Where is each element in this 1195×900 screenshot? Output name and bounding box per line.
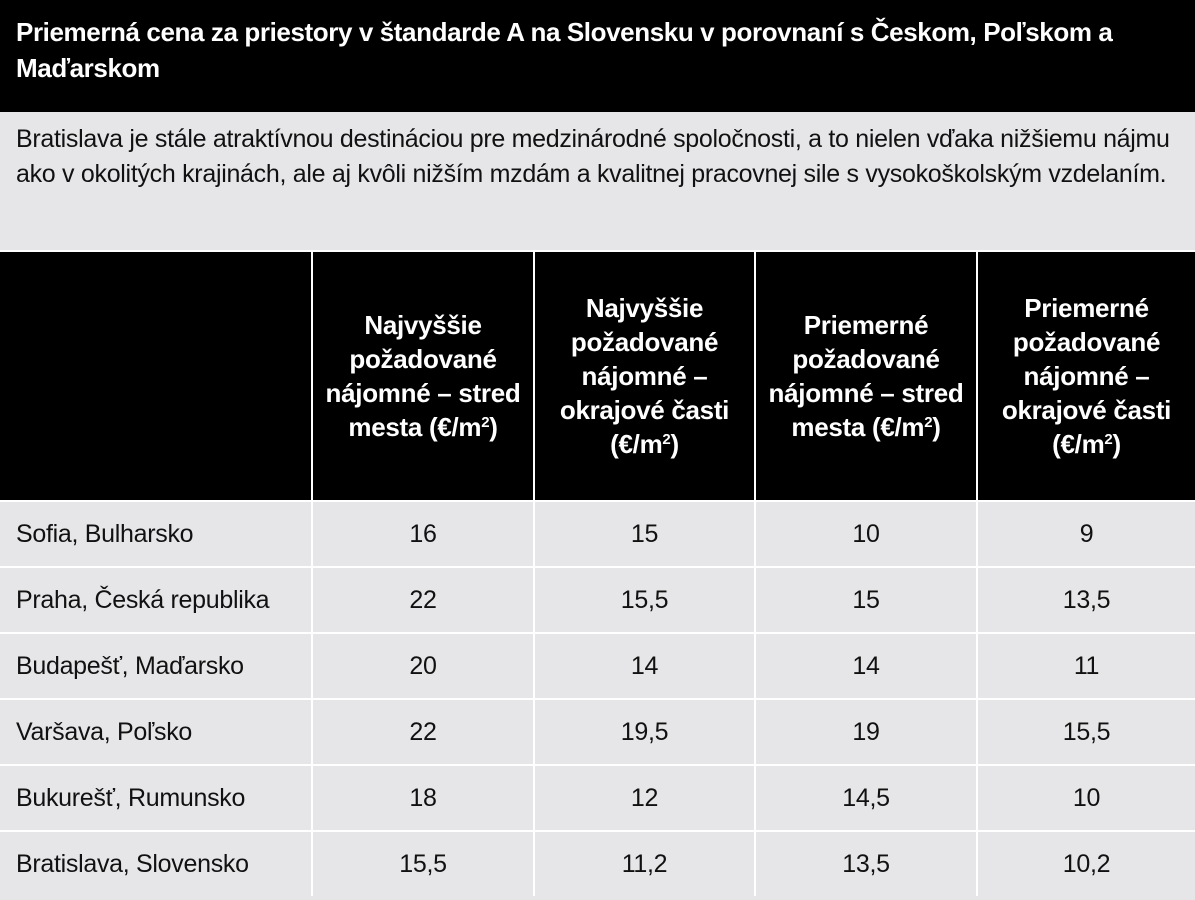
value-cell: 19	[755, 699, 977, 765]
header-col-1: Najvyššie požadované nájomné – stred mesta $(€/m^2)$	[312, 252, 534, 501]
value-cell: 13,5	[755, 831, 977, 896]
city-cell: Bukurešť, Rumunsko	[0, 765, 312, 831]
value-cell: 15,5	[534, 567, 755, 633]
value-cell: 11	[977, 633, 1195, 699]
header-city-column	[0, 252, 312, 501]
value-cell: 12	[534, 765, 755, 831]
value-cell: 11,2	[534, 831, 755, 896]
value-cell: 19,5	[534, 699, 755, 765]
value-cell: 15,5	[977, 699, 1195, 765]
rent-comparison-table	[0, 252, 1195, 896]
table-row	[0, 699, 1195, 765]
value-cell: 22	[312, 567, 534, 633]
value-cell: 15,5	[312, 831, 534, 896]
value-cell: 10	[755, 501, 977, 567]
value-cell: 14,5	[755, 765, 977, 831]
value-cell: 18	[312, 765, 534, 831]
table-row	[0, 567, 1195, 633]
city-cell: Varšava, Poľsko	[0, 699, 312, 765]
city-cell: Budapešť, Maďarsko	[0, 633, 312, 699]
value-cell: 10	[977, 765, 1195, 831]
table-row	[0, 831, 1195, 896]
value-cell: 15	[755, 567, 977, 633]
header-col-2: Najvyššie požadované nájomné – okrajové časti $(€/m^2)$	[534, 252, 755, 501]
value-cell: 22	[312, 699, 534, 765]
value-cell: 9	[977, 501, 1195, 567]
table-title: Priemerná cena za priestory v štandarde A na Slovensku v porovnaní s Českom, Poľskom a Maďarskom	[0, 0, 1195, 112]
value-cell: 15	[534, 501, 755, 567]
value-cell: 10,2	[977, 831, 1195, 896]
value-cell: 14	[755, 633, 977, 699]
city-cell: Praha, Česká republika	[0, 567, 312, 633]
header-col-3: Priemerné požadované nájomné – stred mesta $(€/m^2)$	[755, 252, 977, 501]
header-col-4: Priemerné požadované nájomné – okrajové časti $(€/m^2)$	[977, 252, 1195, 501]
intro-paragraph: Bratislava je stále atraktívnou destináciou pre medzinárodné spoločnosti, a to nielen vďaka nižšiemu nájmu ako v okolitých krajinách, ale aj kvôli nižším mzdám a kvalitnej pracovnej sile s vysokoškolským vzdelaním.	[0, 112, 1195, 252]
table-row	[0, 765, 1195, 831]
city-cell: Sofia, Bulharsko	[0, 501, 312, 567]
value-cell: 14	[534, 633, 755, 699]
header-row	[0, 252, 1195, 501]
value-cell: 16	[312, 501, 534, 567]
table-row	[0, 633, 1195, 699]
value-cell: 20	[312, 633, 534, 699]
city-cell: Bratislava, Slovensko	[0, 831, 312, 896]
table-row	[0, 501, 1195, 567]
value-cell: 13,5	[977, 567, 1195, 633]
